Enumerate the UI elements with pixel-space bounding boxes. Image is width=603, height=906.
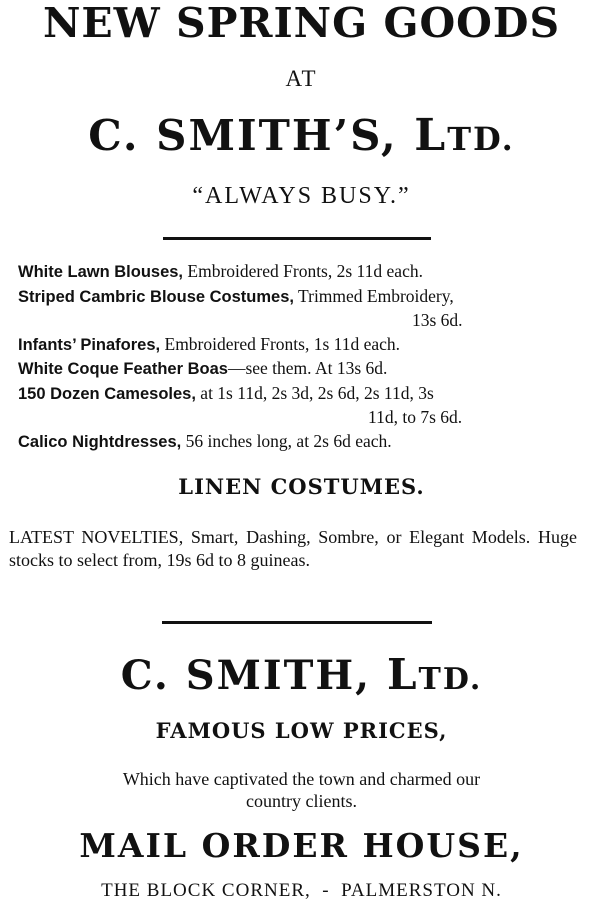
address: THE BLOCK CORNER, - PALMERSTON N. (101, 880, 502, 901)
headline: NEW SPRING GOODS (42, 0, 561, 47)
captivated-line: country clients. (246, 791, 357, 811)
ltd-initial: L (414, 110, 448, 161)
item-label: 150 Dozen Camesoles, (18, 384, 196, 403)
item-text: 56 inches long, at 2s 6d each. (181, 430, 392, 451)
item-text: —see them. At 13s 6d. (227, 358, 388, 378)
item-text: Embroidered Fronts, 2s 11d each. (183, 261, 423, 281)
firm-name-bottom (0, 650, 603, 699)
item-continuation: 13s 6d. (412, 310, 463, 330)
divider-rule (163, 237, 431, 240)
list-item (18, 260, 588, 285)
firm-name-text: C. SMITH’S, (88, 111, 415, 160)
linen-heading: LINEN COSTUMES. (178, 474, 425, 499)
item-continuation: 11d, to 7s 6d. (368, 407, 463, 427)
list-item (18, 382, 588, 407)
item-label: Striped Cambric Blouse Costumes, (18, 287, 294, 306)
list-item (18, 285, 588, 310)
famous-low-prices: FAMOUS LOW PRICES, (155, 718, 448, 743)
item-label: White Coque Feather Boas (18, 360, 228, 378)
mail-order-house: MAIL ORDER HOUSE, (79, 826, 524, 865)
ltd-initial: L (387, 650, 419, 699)
ltd-rest: TD. (418, 662, 483, 697)
item-text: Embroidered Fronts, 1s 11d each. (160, 333, 401, 354)
item-list (18, 260, 588, 454)
slogan: “ALWAYS BUSY.” (192, 183, 411, 209)
list-item (18, 430, 588, 455)
list-item (18, 333, 588, 358)
item-label: Infants’ Pinafores, (18, 335, 161, 354)
captivated-line: Which have captivated the town and charmed our (122, 769, 481, 789)
ltd-rest: TD. (447, 120, 515, 158)
linen-description: LATEST NOVELTIES, Smart, Dashing, Sombre, or Elegant Models. Huge stocks to select from, 19s 6d to 8 guineas. (9, 527, 577, 570)
captivated-text (0, 768, 603, 812)
firm-name-text: C. SMITH, (120, 652, 388, 699)
firm-name-top (0, 110, 603, 161)
item-label: Calico Nightdresses, (18, 432, 182, 451)
divider-rule (162, 621, 432, 624)
item-text: at 1s 11d, 2s 3d, 2s 6d, 2s 11d, 3s (195, 382, 434, 403)
at-label: AT (285, 66, 318, 91)
item-label: White Lawn Blouses, (18, 263, 184, 281)
item-text: Trimmed Embroidery, (293, 285, 454, 306)
list-item (18, 357, 588, 382)
